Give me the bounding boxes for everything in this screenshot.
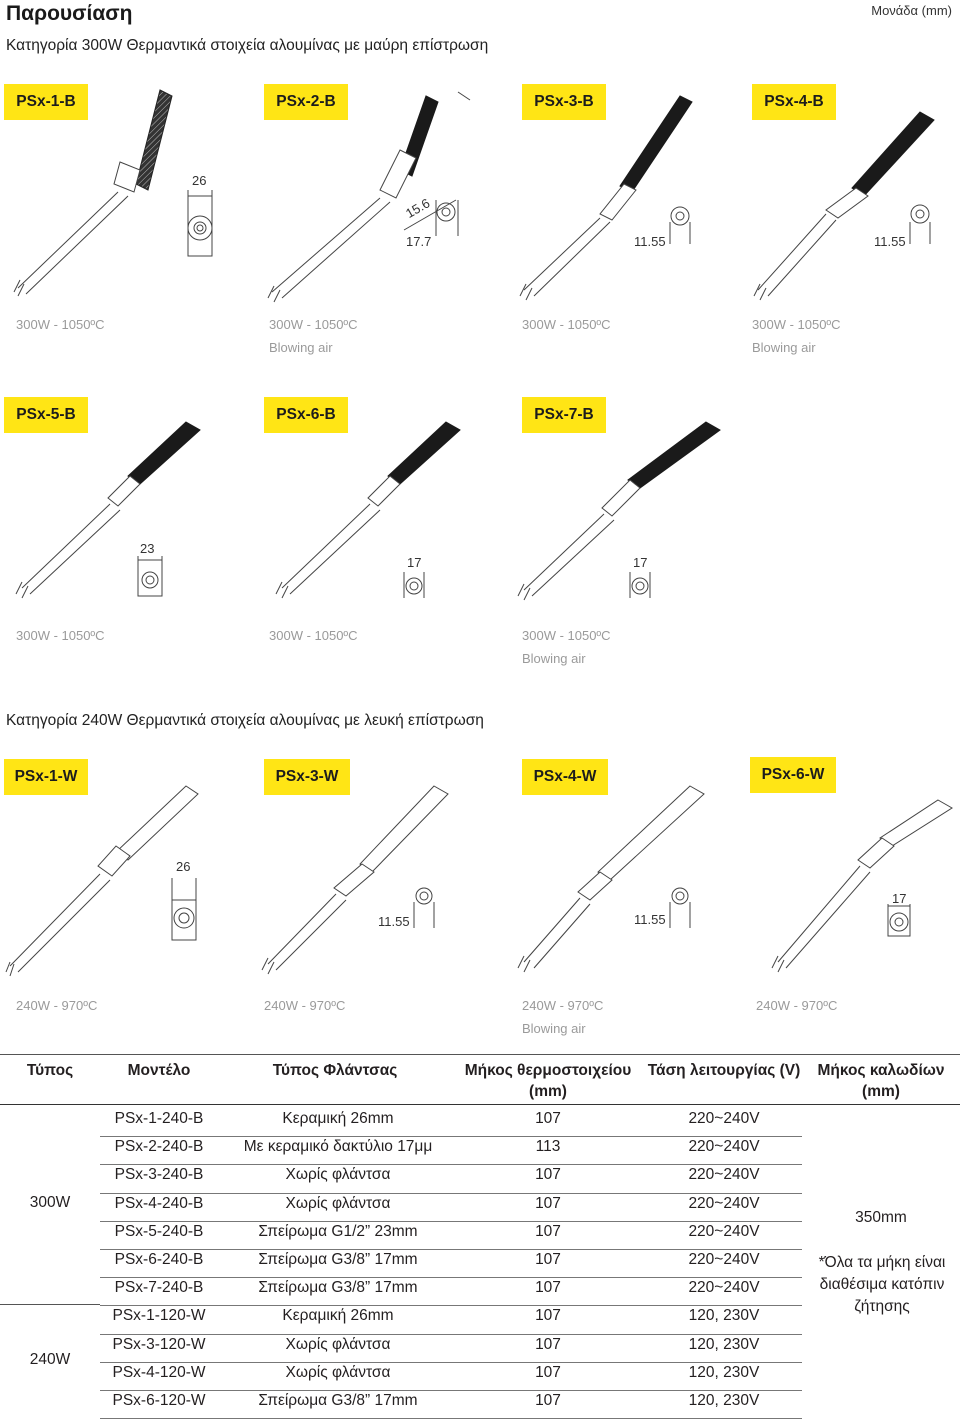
- cell-length: 107: [535, 1166, 561, 1184]
- category-300w-heading: Κατηγορία 300W Θερμαντικά στοιχεία αλουμίνας με μαύρη επίστρωση: [6, 37, 489, 54]
- group-divider: [0, 1304, 100, 1305]
- cell-length: 113: [535, 1138, 561, 1156]
- cell-flange: Χωρίς φλάντσα: [285, 1166, 391, 1184]
- dim-11-55-psx-4-b: 11.55: [874, 234, 906, 249]
- cell-flange: Χωρίς φλάντσα: [285, 1363, 391, 1381]
- model-label-psx-2-b: PSx-2-B: [264, 84, 348, 120]
- heater-drawing-psx-4-w: [518, 786, 704, 972]
- row-divider: [100, 1249, 802, 1250]
- row-divider: [100, 1221, 802, 1222]
- cell-voltage: 220~240V: [688, 1166, 760, 1184]
- note-psx-2-b: Blowing air: [269, 340, 333, 355]
- spec-psx-1-b: 300W - 1050ºC: [16, 317, 105, 332]
- model-label-psx-5-b: PSx-5-B: [4, 397, 88, 433]
- cell-length: 107: [535, 1222, 561, 1240]
- cell-flange: Σπείρωμα G1/2” 23mm: [258, 1222, 418, 1240]
- cable-length-note: *Όλα τα μήκη είναι διαθέσιμα κατόπιν ζήτησης: [818, 1254, 946, 1315]
- dim-17-psx-6-b: 17: [407, 555, 422, 570]
- dim-11-55-psx-3-w: 11.55: [378, 914, 410, 929]
- dim-26-psx-1-w: 26: [176, 859, 191, 874]
- cell-model: PSx-3-240-B: [114, 1166, 204, 1184]
- cell-voltage: 120, 230V: [688, 1335, 760, 1353]
- model-label-psx-3-b: PSx-3-B: [522, 84, 606, 120]
- cell-model: PSx-4-240-B: [114, 1194, 204, 1212]
- spec-psx-6-b: 300W - 1050ºC: [269, 628, 358, 643]
- cell-flange: Σπείρωμα G3/8” 17mm: [258, 1279, 418, 1297]
- row-divider: [100, 1390, 802, 1391]
- dim-26-psx-1-b: 26: [192, 173, 207, 188]
- cell-length: 107: [535, 1279, 561, 1297]
- model-label-psx-4-b: PSx-4-B: [752, 84, 836, 120]
- spec-psx-4-b: 300W - 1050ºC Blowing air: [752, 313, 841, 359]
- header-cable-length: Μήκος καλωδίων (mm): [817, 1062, 945, 1100]
- cell-voltage: 220~240V: [688, 1194, 760, 1212]
- spec-psx-7-b: 300W - 1050ºC Blowing air: [522, 624, 611, 670]
- note-psx-7-b: Blowing air: [522, 651, 586, 666]
- cell-model: PSx-4-120-W: [112, 1363, 206, 1381]
- header-voltage: Τάση λειτουργίας (V): [647, 1062, 801, 1079]
- note-psx-4-w: Blowing air: [522, 1021, 586, 1036]
- cell-voltage: 120, 230V: [688, 1392, 760, 1409]
- header-flange: Τύπος Φλάντσας: [272, 1062, 398, 1079]
- cell-model: PSx-6-120-W: [112, 1392, 206, 1409]
- cell-length: 107: [535, 1194, 561, 1212]
- page-title: Παρουσίαση: [6, 2, 133, 25]
- model-label-psx-4-w: PSx-4-W: [522, 759, 608, 795]
- model-label-psx-6-w: PSx-6-W: [750, 757, 836, 793]
- heater-drawing-psx-3-w: [262, 786, 448, 974]
- spec-psx-3-b: 300W - 1050ºC: [522, 317, 611, 332]
- dim-23: 23: [140, 541, 155, 556]
- category-240w-heading: Κατηγορία 240W Θερμαντικά στοιχεία αλουμίνας με λευκή επίστρωση: [6, 712, 484, 729]
- row-divider: [100, 1164, 802, 1165]
- heater-drawing-psx-6-b: [276, 422, 460, 598]
- row-divider: [100, 1136, 802, 1137]
- model-label-psx-1-w: PSx-1-W: [4, 759, 88, 795]
- unit-label: Μονάδα (mm): [871, 3, 952, 18]
- cell-model: PSx-1-120-W: [112, 1307, 206, 1325]
- cell-length: 107: [535, 1363, 561, 1381]
- cable-length-value: 350mm: [855, 1209, 907, 1226]
- cell-voltage: 220~240V: [688, 1138, 760, 1156]
- model-label-psx-1-b: PSx-1-B: [4, 84, 88, 120]
- dim-17-7: 17.7: [406, 234, 432, 249]
- header-length: Μήκος θερμοστοιχείου (mm): [464, 1062, 632, 1100]
- cell-length: 107: [535, 1392, 561, 1409]
- row-divider: [100, 1305, 802, 1306]
- header-type: Τύπος: [26, 1062, 74, 1079]
- cell-flange: Χωρίς φλάντσα: [285, 1335, 391, 1353]
- cell-voltage: 220~240V: [688, 1222, 760, 1240]
- cell-model: PSx-1-240-B: [114, 1110, 204, 1127]
- spec-psx-4-w: 240W - 970ºC Blowing air: [522, 994, 603, 1040]
- cell-model: PSx-6-240-B: [114, 1251, 204, 1268]
- heater-drawing-psx-6-w: [772, 800, 952, 972]
- cell-model: PSx-2-240-B: [114, 1138, 204, 1156]
- dim-17-psx-6-w: 17: [892, 891, 907, 906]
- header-model: Μοντέλο: [127, 1062, 191, 1079]
- spec-psx-1-w: 240W - 970ºC: [16, 998, 98, 1013]
- heater-drawing-psx-7-b: [518, 422, 720, 600]
- cell-voltage: 120, 230V: [688, 1307, 760, 1325]
- cell-length: 107: [535, 1110, 561, 1127]
- row-divider: [100, 1362, 802, 1363]
- cell-flange: Κεραμική 26mm: [282, 1110, 394, 1127]
- heater-drawing-psx-3-b: [520, 96, 692, 300]
- row-divider: [100, 1277, 802, 1278]
- cell-voltage: 220~240V: [688, 1251, 760, 1268]
- dim-11-55-psx-3-b: 11.55: [634, 234, 666, 249]
- row-divider: [100, 1334, 802, 1335]
- spec-psx-6-w: 240W - 970ºC: [756, 998, 838, 1013]
- group-300w: 300W: [29, 1194, 71, 1211]
- heater-drawing-psx-2-b: [268, 92, 470, 302]
- dim-11-55-psx-4-w: 11.55: [634, 912, 666, 927]
- heater-drawing-psx-4-b: [754, 112, 934, 300]
- cell-flange: Με κεραμικό δακτύλιο 17μμ: [243, 1138, 433, 1156]
- dim-15-6: 15.6: [403, 195, 433, 221]
- cell-length: 107: [535, 1307, 561, 1325]
- row-divider: [100, 1418, 802, 1419]
- cell-voltage: 120, 230V: [688, 1363, 760, 1381]
- table-top-border: [0, 1054, 960, 1055]
- model-label-psx-3-w: PSx-3-W: [264, 759, 350, 795]
- row-divider: [100, 1193, 802, 1194]
- cell-length: 107: [535, 1335, 561, 1353]
- note-psx-4-b: Blowing air: [752, 340, 816, 355]
- cell-flange: Σπείρωμα G3/8” 17mm: [258, 1392, 418, 1409]
- cell-flange: Χωρίς φλάντσα: [285, 1194, 391, 1212]
- model-label-psx-6-b: PSx-6-B: [264, 397, 348, 433]
- group-240w: 240W: [29, 1351, 71, 1368]
- spec-psx-3-w: 240W - 970ºC: [264, 998, 346, 1013]
- heater-drawing-psx-1-b: [14, 90, 172, 296]
- heater-drawing-psx-1-w: [6, 786, 198, 976]
- dim-17-psx-7-b: 17: [633, 555, 648, 570]
- cell-flange: Κεραμική 26mm: [282, 1307, 394, 1325]
- cell-model: PSx-5-240-B: [114, 1222, 204, 1240]
- cell-voltage: 220~240V: [688, 1279, 760, 1297]
- cell-voltage: 220~240V: [688, 1110, 760, 1127]
- heater-drawing-psx-5-b: [16, 422, 200, 598]
- cell-flange: Σπείρωμα G3/8” 17mm: [258, 1251, 418, 1268]
- model-label-psx-7-b: PSx-7-B: [522, 397, 606, 433]
- cell-model: PSx-3-120-W: [112, 1335, 206, 1353]
- cell-length: 107: [535, 1251, 561, 1268]
- spec-psx-5-b: 300W - 1050ºC: [16, 628, 105, 643]
- spec-psx-2-b: 300W - 1050ºC Blowing air: [269, 313, 358, 359]
- cell-model: PSx-7-240-B: [114, 1279, 204, 1297]
- header-bottom-border: [0, 1104, 960, 1105]
